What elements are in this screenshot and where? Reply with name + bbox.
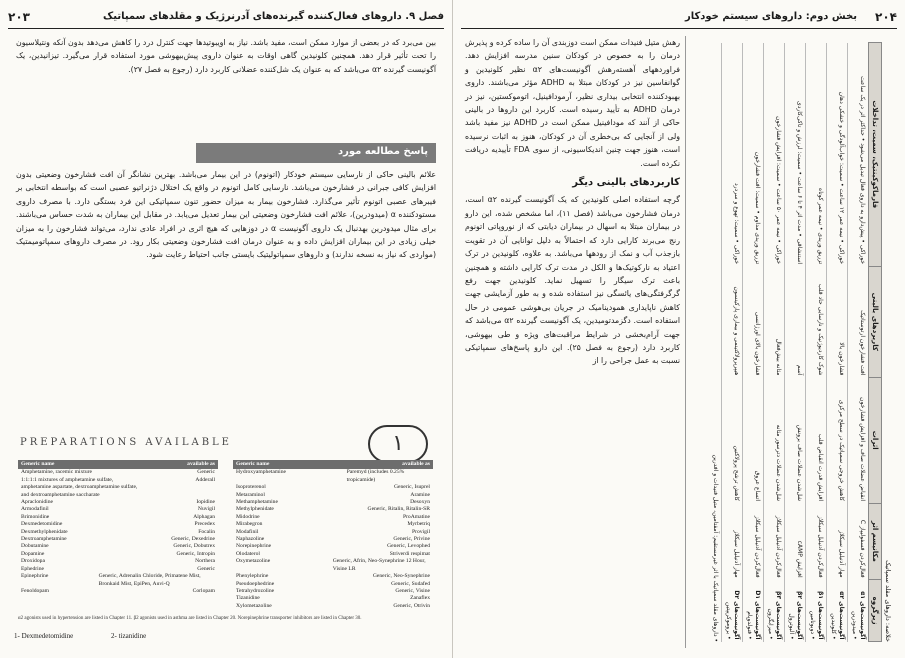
preparation-availability: Striverdi respimat bbox=[389, 550, 430, 557]
preparation-drug-name: Phenylephrine bbox=[236, 573, 269, 580]
preparation-row bbox=[233, 484, 433, 491]
preparation-row bbox=[233, 514, 433, 521]
preparation-availability: Northera bbox=[195, 558, 215, 565]
preparation-drug-name: Naphazoline bbox=[236, 536, 265, 543]
table-row bbox=[827, 43, 848, 642]
preparation-drug-name: Ephedrine bbox=[21, 565, 44, 572]
preparation-drug-name: Norepinephrine bbox=[236, 543, 272, 550]
summary-table-title: خلاصه: داروهای مقلد سمپاتیک bbox=[884, 560, 892, 642]
chapter-ornament: ۱ bbox=[368, 425, 428, 463]
table-cell-mechanism-text: فعال‌کردن فسفولیپاز C bbox=[859, 519, 866, 578]
table-cell-uses-text: هیپرپرولاکتینمی و بیماری پارکینسون bbox=[733, 286, 740, 376]
table-cell-effects bbox=[827, 377, 848, 503]
preparation-availability: Aramine bbox=[410, 491, 430, 498]
table-cell-effects bbox=[785, 377, 806, 503]
table-cell-group bbox=[806, 580, 827, 642]
table-row bbox=[722, 43, 743, 642]
table-cell-mechanism bbox=[722, 503, 743, 580]
table-cell-effects bbox=[722, 377, 743, 503]
table-column-header: زیرگروه bbox=[869, 580, 882, 642]
table-cell-drug-text: • بروموکریپتین bbox=[725, 602, 732, 640]
table-cell-pharmacokinetics-text: خوراکی • نیمه عمر ۱۲ ساعت • سمیت: خواب‌آلودگی و خشکی دهان bbox=[838, 91, 845, 265]
table-cell-effects-text: کاهش خروجی سمپاتیک در سطح مرکزی bbox=[838, 399, 845, 502]
summary-table bbox=[721, 42, 882, 642]
preparation-availability: ProAmatine bbox=[402, 513, 430, 520]
preparation-drug-name: Metaraminol bbox=[236, 491, 265, 498]
preparation-drug-name: Tetrahydrozoline bbox=[236, 587, 275, 594]
table-cell-effects-text: شل‌شدن عضلات دترسور مثانه bbox=[775, 424, 782, 502]
case-answer-text: علائم بالینی حاکی از نارسایی سیستم خودکار (اتونوم) در این بیمار می‌باشد. بهترین نشانگر آن افت فشارخون وضعیتی بدون افزایش کافی جبرانی در فشارخون می‌باشد. نارسایی کامل اتونوم در واقع یک اختلال دژنراتیو عصبی است که بواسطه انتخابی بر فیبرهای عصبی اتونوم تأثیر می‌گذارد. فشارخون بیمار به میزان حضور تنون سمپاتیکی این فرد بستگی دارد. با مصرف داروی مستودکننده α (میدودرین)، علائم افت فشارخون وضعیتی این بیمار تعدیل می‌یابد. در مقابل این بیماران به شدت حساس می‌باشند. برای مثال میدودرین بهدنبال یک داروی آگونیست α در دوزهایی که هیچ اثری در افراد عادی ندارد، می‌تواند فشارخون را به میزان خیلی زیادی در این بیماران افزایش داده و به عنوان درمان افت فشارخون وضعیتی بکار رود. در مصرف داروهای سمپاتومیمتیک (مواردی که نیاز به نسخه ندارند) و داروهای سمپاتولیتیک بایستی جانب احتیاط رعایت شود. bbox=[16, 170, 437, 260]
preparation-availability: Generic, Dexedrine bbox=[171, 536, 215, 543]
preparation-drug-name: Xylometazoline bbox=[236, 602, 272, 609]
table-cell-effects bbox=[806, 377, 827, 503]
table-cell-group-text: آگونیست‌های β۳ bbox=[775, 591, 782, 640]
case-answer-heading-text: پاسخ مطالعه مورد bbox=[337, 146, 428, 157]
preparation-drug-name: Methamphetamine bbox=[236, 499, 278, 506]
table-cell-mechanism bbox=[743, 503, 764, 580]
table-cell-mechanism-text: مهار آدنیلیل سیکلاز bbox=[838, 530, 845, 578]
table-cell-effects-text: اتساع عروق bbox=[754, 470, 761, 502]
table-cell-effects-text: شل‌شدن عضلات صاف برونش bbox=[796, 424, 803, 502]
right-text-column bbox=[465, 36, 680, 372]
table-cell-effects bbox=[743, 377, 764, 503]
preparation-row bbox=[18, 573, 218, 588]
preparation-availability: Nuvigil bbox=[197, 506, 215, 513]
section-subheading: کاربردهای بالینی دیگر bbox=[572, 177, 680, 189]
preparations-rows-right bbox=[233, 469, 433, 610]
left-top-paragraph: بین می‌برد که در بعضی از موارد ممکن است، مفید باشد. نیاز به اویبوتیدها جهت کنترل درد را کاهش می‌دهد بدون آنکه ونتیلاسیون را تحت تأثیر قرار دهد. همچنین کلونیدین گاهی اوقات به عنوان داروی پیش‌بیهوشی مورد استفاده قرار می‌گیرد. تیزانیدین، یک آگونیست گیرنده α۲ می‌باشد که به عنوان یک شل‌کننده عضلانی کاربرد دارد (رجوع به فصل ۲۷). bbox=[16, 38, 436, 74]
running-head: بخش دوم: داروهای سیستم خودکار bbox=[684, 11, 857, 22]
preparation-availability: Zanaflex bbox=[410, 595, 430, 602]
table-cell-drug-text: • آلبوترول bbox=[788, 613, 795, 640]
table-cell-drug-text: • میدودرین bbox=[851, 611, 858, 640]
table-cell-pharmacokinetics-text: خوراکی • نیمه عمر ۵۰ ساعت • سمیت: افزایش فشارخون bbox=[775, 116, 782, 265]
table-cell-pharmacokinetics bbox=[743, 43, 764, 267]
right-page-header bbox=[461, 8, 897, 29]
table-cell-effects-text: افزایش قدرت انقباض قلب bbox=[817, 433, 824, 502]
table-cell-pharmacokinetics-text: استنشاقی • مدت اثر ۴ تا ۶ ساعت • سمیت: لرزش و تاکی‌کاردی bbox=[796, 101, 803, 265]
preparation-availability: Generic, Levophed bbox=[387, 543, 430, 550]
preparation-drug-name: Apraclonidine bbox=[21, 499, 53, 506]
preparation-drug-name: Modafinil bbox=[236, 528, 259, 535]
table-cell-mechanism bbox=[848, 503, 869, 580]
footnote-2: 2- tizanidine bbox=[111, 632, 147, 640]
preparation-availability: Generic, Dobutrex bbox=[173, 543, 215, 550]
right-top-paragraph: رهش متیل فنیدات ممکن است دوزبندی آن را ساده کرده و پذیرش درمان را به خصوص در کودکان سنین مدرسه افزایش دهد. فراوردههای آهسته‌رهش آگونیست‌های α۲ نظیر کلونیدین و گوانفاسین نیز در کودکان مبتلا به ADHD مؤثر می‌باشند. داروی بهبودکننده انتخابی بیداری نظیر، آرمودافینیل، اتوموکستین، نیز در درمان ADHD به تأیید رسیده است. کاربرد این داروها در بالینی حاکی از آنند که مودافینیل ممکن است در ADHD نیز مفید باشد ولی از آنجایی که بی‌خطری آن در کودکان، هنوز به اثبات نرسیده است، هنوز جهت چنین اندیکاسیونی، از سوی FDA تأییدیه دریافت نکرده است. bbox=[465, 38, 681, 168]
preparation-row bbox=[233, 573, 433, 580]
table-cell-group-text: آگونیست‌های α۲ bbox=[838, 591, 845, 640]
left-top-paragraph-block bbox=[16, 36, 436, 80]
preparations-footnote: α2 agonists used in hypertension are listed in Chapter 11. β2 agonists used in asthma are listed in Chapter 20. Norepinephrine transporter inhibitors are listed in Chapter 30. bbox=[18, 616, 362, 621]
preparation-drug-name: Isoproterenol bbox=[236, 484, 266, 491]
summary-table-area bbox=[685, 36, 898, 648]
preparation-drug-name: Tizanidine bbox=[236, 595, 260, 602]
preparations-column-right bbox=[233, 460, 433, 610]
preparation-availability: Generic, Otrivin bbox=[393, 602, 430, 609]
preparation-row bbox=[233, 499, 433, 506]
column-header: available as bbox=[402, 461, 430, 467]
preparations-column-left bbox=[18, 460, 218, 595]
table-cell-pharmacokinetics bbox=[722, 43, 743, 267]
summary-table-rotated bbox=[692, 42, 892, 642]
preparation-drug-name: Dexmedetomidine bbox=[21, 521, 63, 528]
preparation-drug-name: Epinephrine bbox=[21, 573, 49, 580]
preparation-availability: Generic, Afrin, Neo-Synephrine 12 Hour, Visine LR bbox=[332, 558, 426, 572]
preparation-availability: Generic, Intropin bbox=[176, 550, 215, 557]
preparation-availability: Alphagan bbox=[193, 513, 215, 520]
table-cell-pharmacokinetics bbox=[827, 43, 848, 267]
column-header: Generic name bbox=[236, 461, 270, 467]
table-cell-group bbox=[827, 580, 848, 642]
preparation-drug-name: Armodafinil bbox=[21, 506, 49, 513]
table-cell-mechanism bbox=[827, 503, 848, 580]
preparation-row bbox=[18, 521, 218, 528]
table-cell-uses bbox=[848, 266, 869, 377]
table-cell-group-text: آگونیست‌های D۱ bbox=[754, 590, 761, 640]
preparation-availability: Focalin bbox=[198, 528, 215, 535]
preparations-table bbox=[18, 460, 433, 618]
preparation-drug-name: Mirabegron bbox=[236, 521, 263, 528]
table-cell-drug-text: • میرابگرون bbox=[767, 608, 774, 640]
table-cell-group bbox=[848, 580, 869, 642]
preparation-drug-name: Dobutamine bbox=[21, 543, 49, 550]
table-cell-effects bbox=[848, 377, 869, 503]
table-cell-group-text: آگونیست‌های α۱ bbox=[859, 591, 866, 640]
preparation-row bbox=[18, 536, 218, 543]
table-cell-pharmacokinetics bbox=[785, 43, 806, 267]
table-cell-uses bbox=[722, 266, 743, 377]
table-cell-uses bbox=[785, 266, 806, 377]
preparations-title: PREPARATIONS AVAILABLE bbox=[20, 437, 232, 448]
preparations-rows-left bbox=[18, 469, 218, 595]
preparation-availability: Generic, Isuprel bbox=[393, 484, 430, 491]
preparation-row bbox=[18, 588, 218, 595]
preparation-row bbox=[233, 581, 433, 588]
preparation-row bbox=[233, 521, 433, 528]
table-column-header: فارماکوکینتیک، سمیت، تداخلات bbox=[869, 43, 882, 267]
preparation-availability: Generic, Adrenalin Chloride, Primatene Mist, Bronkaid Mist, EpiPen, Auvi-Q bbox=[98, 573, 201, 587]
table-cell-uses bbox=[806, 266, 827, 377]
preparation-drug-name: Amphetamine, racemic mixture bbox=[21, 469, 92, 476]
table-cell-pharmacokinetics-text: تزریق وریدی • نیمه عمر کوتاه bbox=[817, 188, 824, 265]
preparation-availability: Precedex bbox=[194, 521, 215, 528]
table-cell-uses-text: افت فشارخون ارتوستاتیک bbox=[859, 310, 866, 376]
preparation-row bbox=[233, 588, 433, 595]
preparation-drug-name: Droxidopa bbox=[21, 558, 45, 565]
table-row bbox=[848, 43, 869, 642]
running-head: فصل ۹. داروهای فعال‌کننده گیرنده‌های آدرنرژیک و مقلدهای سمپاتیک bbox=[103, 11, 444, 22]
preparation-row bbox=[233, 469, 433, 484]
table-cell-group bbox=[743, 580, 764, 642]
preparation-availability: Generic bbox=[197, 469, 215, 476]
table-cell-drug-text: • فنولدوپام bbox=[746, 611, 753, 640]
preparation-row bbox=[233, 558, 433, 573]
footnote-1: 1- Dexmedetomidine bbox=[14, 632, 74, 640]
preparation-availability: Generic, Ritalin, Ritalin-SR bbox=[367, 506, 430, 513]
summary-table-footnote: • داروهای مقلد سمپاتیک با اثر غیرمستقیم: آمفتامین، متیل فنیدات و افدرین bbox=[712, 454, 719, 642]
page-number: ۲۰۳ bbox=[8, 10, 30, 24]
table-cell-mechanism-text: فعال‌کردن آدنیلیل سیکلاز bbox=[817, 515, 824, 578]
preparation-row bbox=[18, 566, 218, 573]
preparation-row bbox=[233, 595, 433, 602]
preparation-row bbox=[18, 477, 218, 499]
preparation-drug-name: Dopamine bbox=[21, 550, 45, 557]
preparation-drug-name: Dextroamphetamine bbox=[21, 536, 67, 543]
table-cell-mechanism bbox=[764, 503, 785, 580]
column-header: Generic name bbox=[21, 461, 55, 467]
table-cell-group-text: آگونیست‌های β۱ bbox=[817, 591, 824, 640]
preparation-availability: Corlopam bbox=[192, 587, 215, 594]
table-cell-effects-text: کاهش ترشح پرولاکتین bbox=[733, 445, 740, 502]
preparations-header-right bbox=[233, 460, 433, 469]
preparation-row bbox=[18, 506, 218, 513]
table-cell-pharmacokinetics bbox=[764, 43, 785, 267]
right-body-paragraph: گرچه استفاده اصلی کلونیدین که یک آگونیست گیرنده α۲ است، درمان فشارخون می‌باشد (فصل ۱۱)، اما مشخص شده، این دارو در بیماران مبتلا به اسهال در بیماران دیابتی که از نوروپاتی اتونوم رنج می‌برند کارایی دارد که احتمالاً به دلیل توانایی آن در تقویت بازجذب آب و نمک از رودهها می‌باشد. به علاوه، کلونیدین در ترک اعتیاد به نارکوتیک‌ها و الکل در مدت ترک کارایی داشته و همچنین باعث ترک سیگار را تسهیل نماید. کلونیدین جهت رفع گرگرفتگی‌های یائسگی نیز استفاده شده و به طور آزمایشی جهت کاهش ناپایداری همودینامیک در جریان بی‌هوشی عمومی در حال استفاده است. دگزمدتومیدین، یک آگونیست گیرنده α۲ می‌باشد که جهت آرام‌بخشی در شرایط مراقبت‌های ویژه و طی بیهوشی، کاربرد دارد (رجوع به فصل ۲۵). این دارو پاسخ‌های سمپاتیکی نسبت به عمل جراحی را از bbox=[465, 195, 681, 366]
table-column-header: کاربردهای بالینی bbox=[869, 266, 882, 377]
table-cell-uses-text: شوک کاردیوژنیک و نارسایی حاد قلب bbox=[817, 283, 824, 376]
case-answer-heading bbox=[196, 143, 436, 163]
table-cell-group bbox=[722, 580, 743, 642]
page-footnotes bbox=[14, 632, 314, 640]
preparation-drug-name: Pseudoephedrine bbox=[236, 580, 275, 587]
preparation-availability: Generic, Privine bbox=[393, 536, 430, 543]
preparation-row bbox=[233, 529, 433, 536]
table-cell-uses bbox=[743, 266, 764, 377]
case-answer-block bbox=[16, 168, 436, 266]
right-page bbox=[453, 0, 905, 658]
table-cell-mechanism bbox=[806, 503, 827, 580]
preparation-drug-name: Fenoldopam bbox=[21, 587, 49, 594]
preparation-row bbox=[18, 543, 218, 550]
preparation-row bbox=[18, 514, 218, 521]
table-cell-pharmacokinetics-text: خوراکی • پیش‌دارو به داروی فعال تبدیل می‌شود • حداکثر اثر در یک ساعت bbox=[859, 76, 866, 265]
preparation-row bbox=[233, 492, 433, 499]
preparation-row bbox=[18, 551, 218, 558]
table-row bbox=[806, 43, 827, 642]
table-row bbox=[785, 43, 806, 642]
table-cell-mechanism bbox=[785, 503, 806, 580]
preparation-availability: Iopidine bbox=[196, 499, 215, 506]
table-cell-group-text: آگونیست‌های β۲ bbox=[796, 591, 803, 640]
table-cell-uses bbox=[764, 266, 785, 377]
table-column-header: مکانیسم اثر bbox=[869, 503, 882, 580]
table-cell-group-text: آگونیست‌های D۲ bbox=[733, 590, 740, 640]
preparation-row bbox=[233, 543, 433, 550]
table-cell-group bbox=[764, 580, 785, 642]
preparation-row bbox=[18, 558, 218, 565]
preparation-availability: Myrbetriq bbox=[407, 521, 430, 528]
preparation-availability: Adderall bbox=[195, 476, 215, 483]
preparation-drug-name: Midodrine bbox=[236, 513, 260, 520]
table-cell-uses bbox=[827, 266, 848, 377]
table-cell-uses-text: فشارخون بالا bbox=[838, 342, 845, 376]
table-cell-pharmacokinetics-text: تزریق وریدی مداوم • سمیت: افت فشارخون bbox=[754, 151, 761, 265]
table-cell-mechanism-text: افزایش cAMP bbox=[796, 540, 803, 578]
table-row bbox=[743, 43, 764, 642]
left-page-header bbox=[8, 8, 444, 29]
table-cell-pharmacokinetics bbox=[806, 43, 827, 267]
table-cell-uses-text: آسم bbox=[796, 364, 803, 376]
page-number: ۲۰۴ bbox=[875, 10, 897, 24]
preparation-drug-name: Hydroxyamphetamine bbox=[236, 469, 287, 476]
preparation-availability: Generic bbox=[197, 565, 215, 572]
preparation-row bbox=[233, 506, 433, 513]
column-header: available as bbox=[187, 461, 215, 467]
table-cell-drug-text: • کلونیدین bbox=[830, 613, 837, 640]
preparation-drug-name: Brimonidine bbox=[21, 513, 50, 520]
preparation-availability: Desoxyn bbox=[410, 499, 430, 506]
table-cell-group bbox=[785, 580, 806, 642]
preparation-row bbox=[233, 536, 433, 543]
preparations-header-left bbox=[18, 460, 218, 469]
table-cell-uses-text: فشارخون بالای اورژانسی bbox=[754, 311, 761, 376]
preparation-availability: Generic, Visine bbox=[395, 587, 430, 594]
preparation-row bbox=[233, 603, 433, 610]
table-cell-drug-text: • دوبوتامین bbox=[809, 610, 816, 640]
table-cell-effects-text: انقباض عضلات صاف و افزایش فشارخون bbox=[859, 397, 866, 502]
table-column-header: اثرات bbox=[869, 377, 882, 503]
preparation-availability: Provigil bbox=[411, 528, 430, 535]
table-cell-pharmacokinetics bbox=[848, 43, 869, 267]
table-cell-mechanism-text: فعال‌کردن آدنیلیل سیکلاز bbox=[775, 515, 782, 578]
preparation-row bbox=[18, 469, 218, 476]
preparation-availability: Paremyd (includes 0.25% tropicamide) bbox=[346, 469, 405, 483]
preparation-drug-name: 1:1:1:1 mixtures of amphetamine sulfate, amphetamine aspartate, dextroamphetamine sulfate, and dextroamphetamine saccharate bbox=[21, 476, 138, 498]
table-cell-mechanism-text: مهار آدنیلیل سیکلاز bbox=[733, 530, 740, 578]
table-row bbox=[764, 43, 785, 642]
preparation-availability: Generic, Sudafed bbox=[391, 580, 430, 587]
table-cell-pharmacokinetics-text: خوراکی • سمیت: تهوع و سردرد bbox=[733, 182, 740, 265]
preparation-drug-name: Dexmethylphenidate bbox=[21, 528, 68, 535]
preparation-drug-name: Methylphenidate bbox=[236, 506, 274, 513]
preparation-drug-name: Oxymetazoline bbox=[236, 558, 271, 565]
preparation-row bbox=[18, 529, 218, 536]
table-cell-mechanism-text: فعال‌کردن آدنیلیل سیکلاز bbox=[754, 515, 761, 578]
preparation-availability: Generic, Neo-Synephrine bbox=[372, 573, 430, 580]
preparation-drug-name: Olodaterol bbox=[236, 550, 260, 557]
table-cell-uses-text: مثانه بیش‌فعال bbox=[775, 338, 782, 376]
table-cell-effects bbox=[764, 377, 785, 503]
